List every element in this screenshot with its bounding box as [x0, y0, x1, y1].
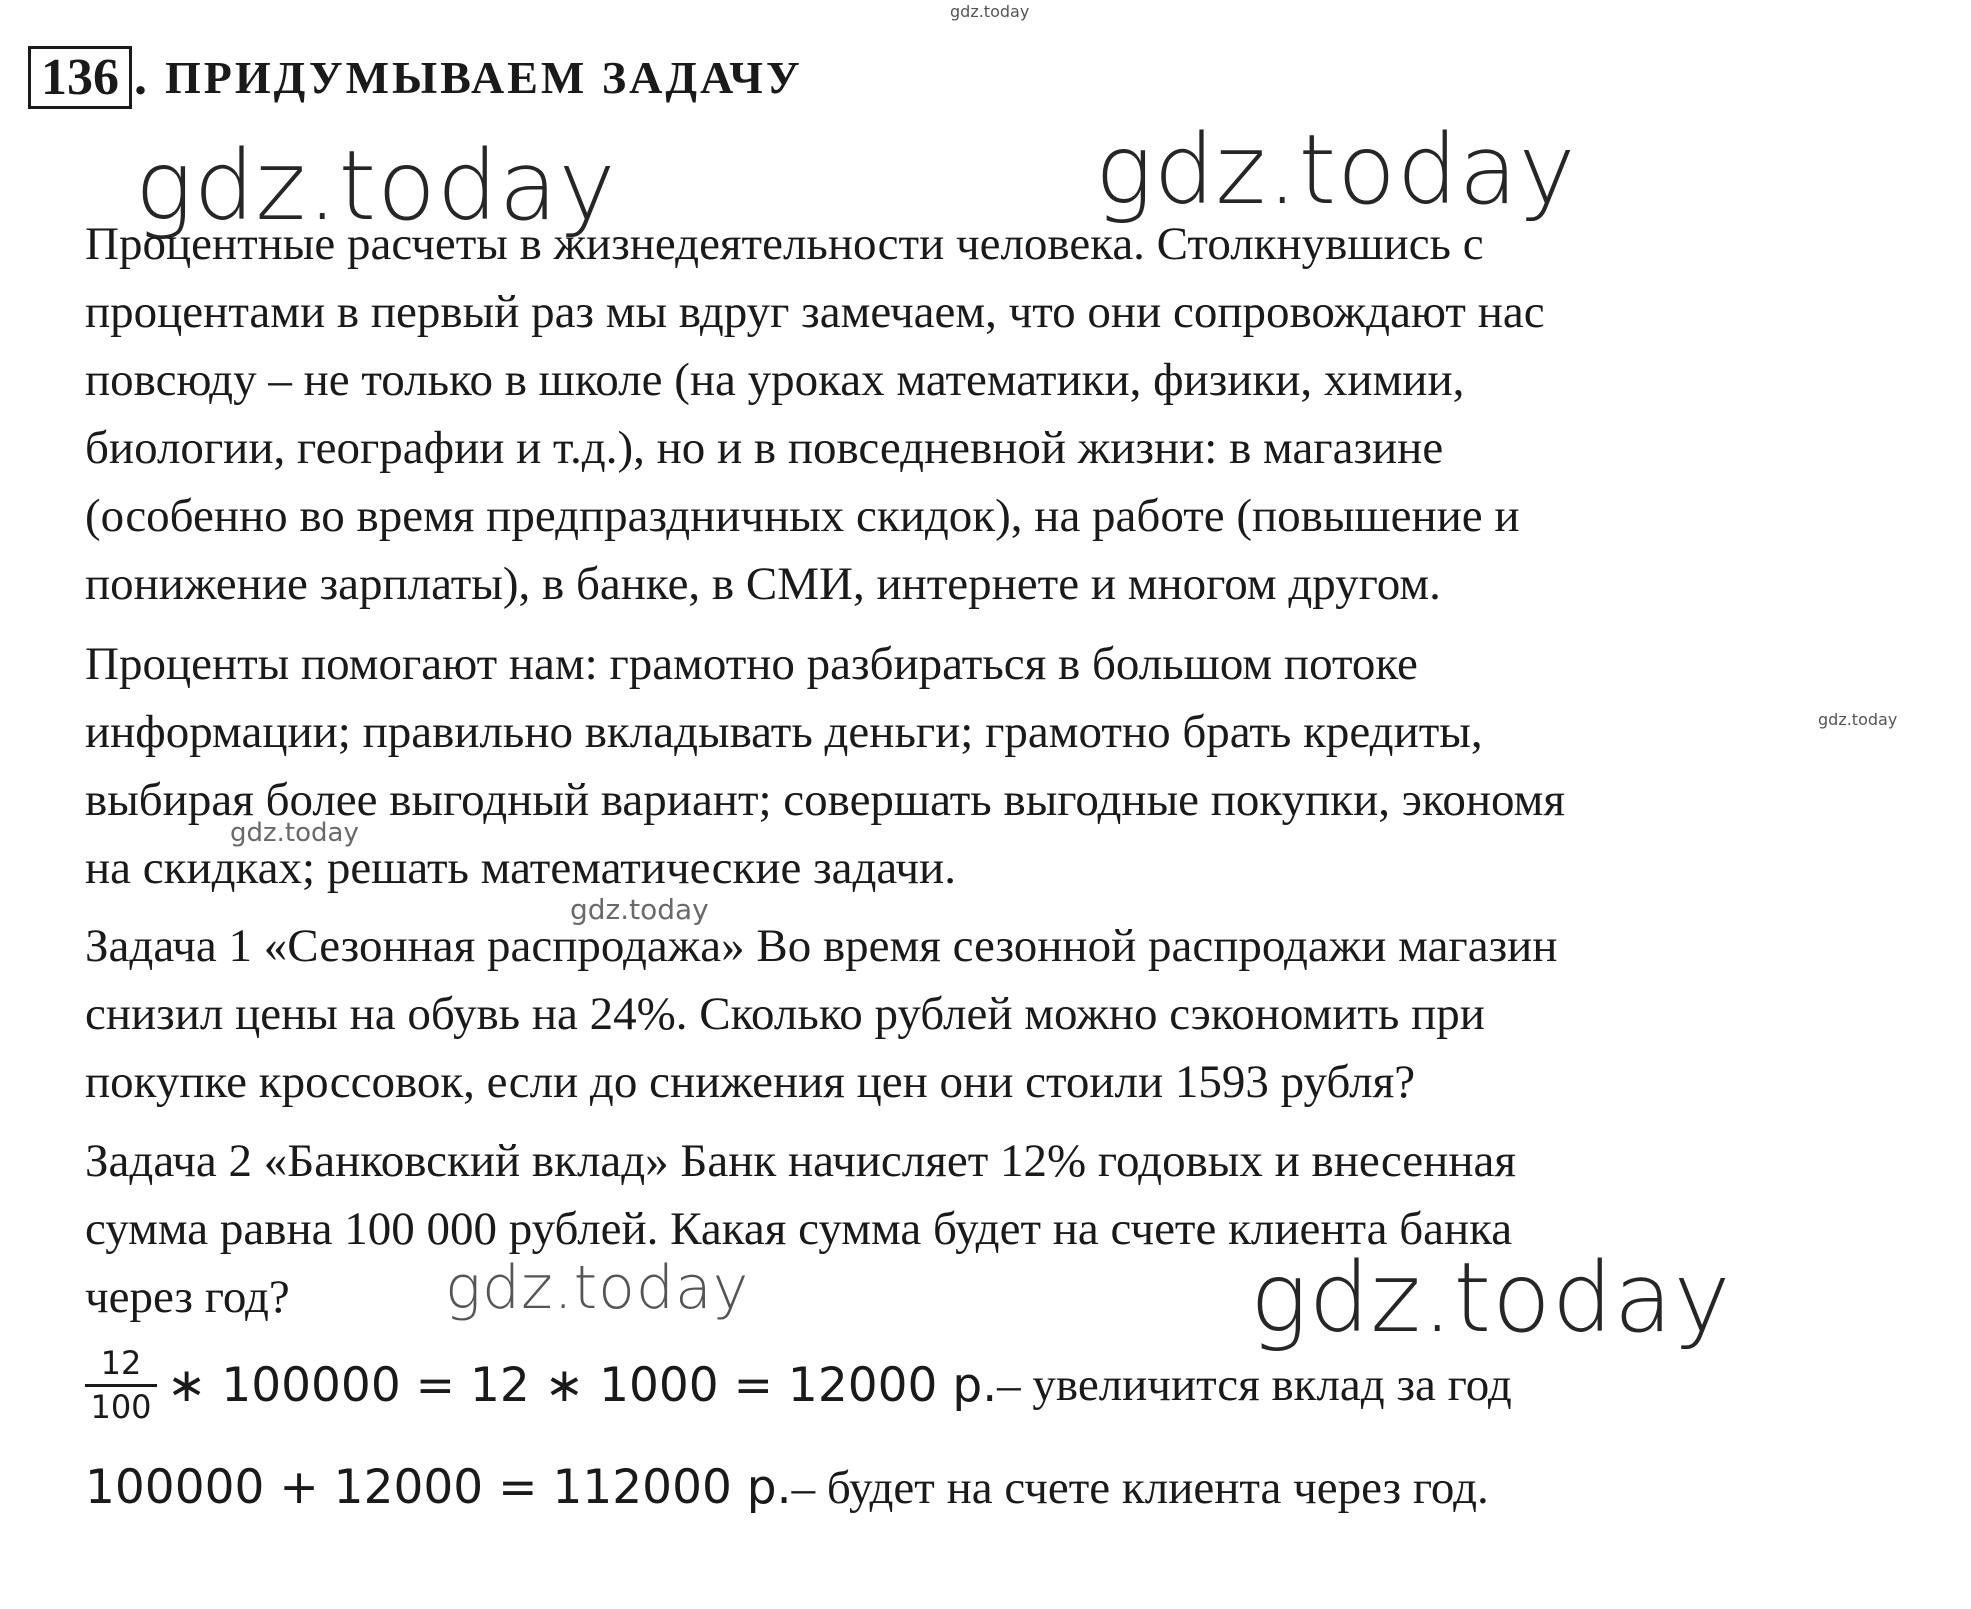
watermark-big-left: gdz.today	[135, 130, 617, 242]
benefits-paragraph	[85, 630, 1965, 902]
exercise-title: ПРИДУМЫВАЕМ ЗАДАЧУ	[165, 51, 803, 103]
text-line: информации; правильно вкладывать деньги; грамотно брать кредиты,	[85, 706, 1483, 758]
task-2	[85, 1127, 1965, 1331]
watermark-big-bottom: gdz.today	[1250, 1242, 1732, 1354]
intro-paragraph	[85, 210, 1965, 618]
solution-expression-1: ∗ 100000 = 12 ∗ 1000 = 12000 р.	[167, 1357, 998, 1413]
fraction-numerator: 12	[100, 1344, 142, 1382]
watermark-small-left: gdz.today	[230, 818, 359, 848]
text-line: на скидках; решать математические задачи.	[85, 842, 956, 894]
watermark-top: gdz.today	[950, 2, 1030, 21]
text-line: Процентные расчеты в жизнедеятельности человека. Столкнувшись с	[85, 218, 1484, 270]
text-line: процентами в первый раз мы вдруг замечаем, что они сопровождают нас	[85, 286, 1545, 338]
exercise-number-dot: .	[134, 48, 147, 106]
watermark-big-right: gdz.today	[1095, 114, 1577, 226]
watermark-small-right: gdz.today	[1818, 710, 1898, 729]
watermark-mid-2: gdz.today	[445, 1253, 750, 1323]
text-line: Задача 2 «Банковский вклад» Банк начисляет 12% годовых и внесенная	[85, 1135, 1516, 1187]
watermark-mid-1: gdz.today	[570, 893, 709, 926]
exercise-header	[28, 46, 803, 109]
task-1	[85, 912, 1965, 1116]
text-line: сумма равна 100 000 рублей. Какая сумма будет на счете клиента банка	[85, 1203, 1513, 1255]
solution-expression-2: 100000 + 12000 = 112000 р.	[85, 1460, 792, 1515]
solution-line-2	[85, 1460, 1489, 1515]
text-line: (особенно во время предпраздничных скидок), на работе (повышение и	[85, 490, 1520, 542]
solution-text-1: – увеличится вклад за год	[997, 1359, 1512, 1412]
text-line: снизил цены на обувь на 24%. Сколько рублей можно сэкономить при	[85, 988, 1485, 1040]
fraction-denominator: 100	[90, 1387, 152, 1426]
fraction-bar	[85, 1384, 157, 1387]
text-line: биологии, географии и т.д.), но и в повседневной жизни: в магазине	[85, 422, 1444, 474]
text-line: покупке кроссовок, если до снижения цен они стоили 1593 рубля?	[85, 1056, 1416, 1108]
fraction	[85, 1345, 157, 1426]
solution-line-1	[85, 1345, 1512, 1426]
solution-text-2: – будет на счете клиента через год.	[791, 1461, 1489, 1514]
text-line: Проценты помогают нам: грамотно разбираться в большом потоке	[85, 638, 1418, 690]
text-line: выбирая более выгодный вариант; совершать выгодные покупки, экономя	[85, 774, 1565, 826]
text-line: повсюду – не только в школе (на уроках математики, физики, химии,	[85, 354, 1465, 406]
text-line: понижение зарплаты), в банке, в СМИ, интернете и многом другом.	[85, 558, 1441, 610]
text-line: через год?	[85, 1271, 290, 1323]
exercise-number: 136	[28, 46, 132, 109]
text-line: Задача 1 «Сезонная распродажа» Во время сезонной распродажи магазин	[85, 920, 1558, 972]
